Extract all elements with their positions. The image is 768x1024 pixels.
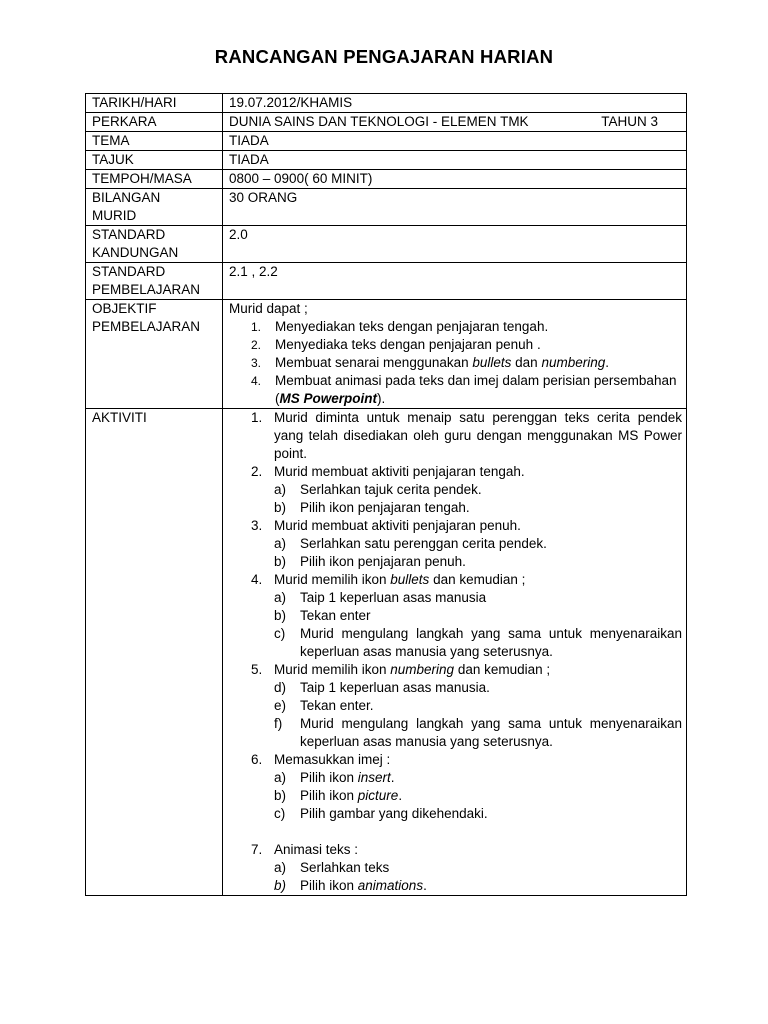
document-title: RANCANGAN PENGAJARAN HARIAN [214, 46, 554, 67]
list-item: b) Pilih ikon picture. [274, 788, 403, 803]
list-item: 5. Murid memilih ikon numbering dan kemudian ; d) Taip 1 keperluan asas manusia. e) Tekan enter. f) Murid mengulang langkah yang sama untuk menyenaraikan keperluan asas manusia yang seterusnya. [251, 662, 682, 749]
lesson-plan-table [85, 93, 687, 896]
label-bilangan: BILANGAN MURID [86, 189, 223, 226]
list-item: 2. Menyediaka teks dengan penjajaran penuh . [251, 337, 541, 352]
list-item: b) Pilih ikon animations. [274, 878, 427, 893]
value-standard-kandungan: 2.0 [223, 226, 687, 263]
list-item: 2. Murid membuat aktiviti penjajaran tengah. a) Serlahkan tajuk cerita pendek. b) Pilih ikon penjajaran tengah. [229, 463, 682, 517]
row-aktiviti [86, 409, 687, 896]
objektif-intro: Murid dapat ; [229, 301, 308, 316]
list-item: b) Tekan enter [274, 608, 371, 623]
row-perkara [86, 113, 687, 132]
label-tajuk: TAJUK [86, 151, 223, 170]
value-perkara: DUNIA SAINS DAN TEKNOLOGI - ELEMEN TMK [229, 114, 529, 129]
list-item: 4. Murid memilih ikon bullets dan kemudian ; a) Taip 1 keperluan asas manusia b) Tekan enter c) Murid mengulang langkah yang sama untuk menyenaraikan keperluan asas manusia yang seterusnya. [251, 572, 682, 659]
value-tempoh: 0800 – 0900( 60 MINIT) [223, 170, 687, 189]
row-tajuk [86, 151, 687, 170]
value-tajuk: TIADA [223, 151, 687, 170]
value-tahun: TAHUN 3 [601, 114, 658, 129]
list-item: c) Murid mengulang langkah yang sama untuk menyenaraikan keperluan asas manusia yang seterusnya. [274, 626, 682, 659]
list-item: c) Pilih gambar yang dikehendaki. [274, 806, 488, 821]
list-item: a) Serlahkan tajuk cerita pendek. [274, 482, 482, 497]
list-item: 6. Memasukkan imej : a) Pilih ikon insert. b) Pilih ikon picture. c) Pilih gambar yang dikehendaki. [229, 751, 682, 841]
value-standard-pembelajaran: 2.1 , 2.2 [223, 263, 687, 300]
list-item: 4. Membuat animasi pada teks dan imej dalam perisian persembahan (MS Powerpoint). [251, 373, 677, 406]
row-bilangan [86, 189, 687, 226]
value-tema: TIADA [223, 132, 687, 151]
list-item: f) Murid mengulang langkah yang sama untuk menyenaraikan keperluan asas manusia yang seterusnya. [274, 716, 682, 749]
value-tarikh: 19.07.2012/KHAMIS [223, 94, 687, 113]
row-tema [86, 132, 687, 151]
label-tarikh: TARIKH/HARI [86, 94, 223, 113]
row-tarikh [86, 94, 687, 113]
row-tempoh [86, 170, 687, 189]
label-objektif: OBJEKTIF PEMBELAJARAN [86, 300, 223, 409]
row-standard-pembelajaran [86, 263, 687, 300]
list-item: a) Serlahkan teks [274, 860, 390, 875]
label-standard-pembelajaran: STANDARD PEMBELAJARAN [86, 263, 223, 300]
value-aktiviti [223, 409, 687, 896]
list-item: 7. Animasi teks : a) Serlahkan teks b) Pilih ikon animations. [229, 841, 682, 895]
row-standard-kandungan [86, 226, 687, 263]
list-item: d) Taip 1 keperluan asas manusia. [274, 680, 490, 695]
list-item: b) Pilih ikon penjajaran penuh. [274, 554, 466, 569]
label-tempoh: TEMPOH/MASA [86, 170, 223, 189]
list-item: a) Serlahkan satu perenggan cerita pendek. [274, 536, 547, 551]
value-bilangan: 30 ORANG [223, 189, 687, 226]
row-objektif [86, 300, 687, 409]
list-item: e) Tekan enter. [274, 698, 374, 713]
value-objektif [223, 300, 687, 409]
label-tema: TEMA [86, 132, 223, 151]
list-item: a) Taip 1 keperluan asas manusia [274, 590, 487, 605]
list-item: 3. Membuat senarai menggunakan bullets dan numbering. [251, 355, 609, 370]
label-standard-kandungan: STANDARD KANDUNGAN [86, 226, 223, 263]
label-perkara: PERKARA [86, 113, 223, 132]
list-item: a) Pilih ikon insert. [274, 770, 395, 785]
label-aktiviti: AKTIVITI [86, 409, 223, 896]
list-item: 3. Murid membuat aktiviti penjajaran penuh. a) Serlahkan satu perenggan cerita pendek. b) Pilih ikon penjajaran penuh. [229, 517, 682, 571]
list-item: b) Pilih ikon penjajaran tengah. [274, 500, 470, 515]
list-item: 1. Menyediakan teks dengan penjajaran tengah. [251, 319, 549, 334]
objektif-list [229, 318, 682, 408]
list-item: 1. Murid diminta untuk menaip satu perenggan teks cerita pendek yang telah disediakan oleh guru dengan menggunakan MS Power point. [251, 410, 682, 461]
aktiviti-list [229, 409, 682, 895]
